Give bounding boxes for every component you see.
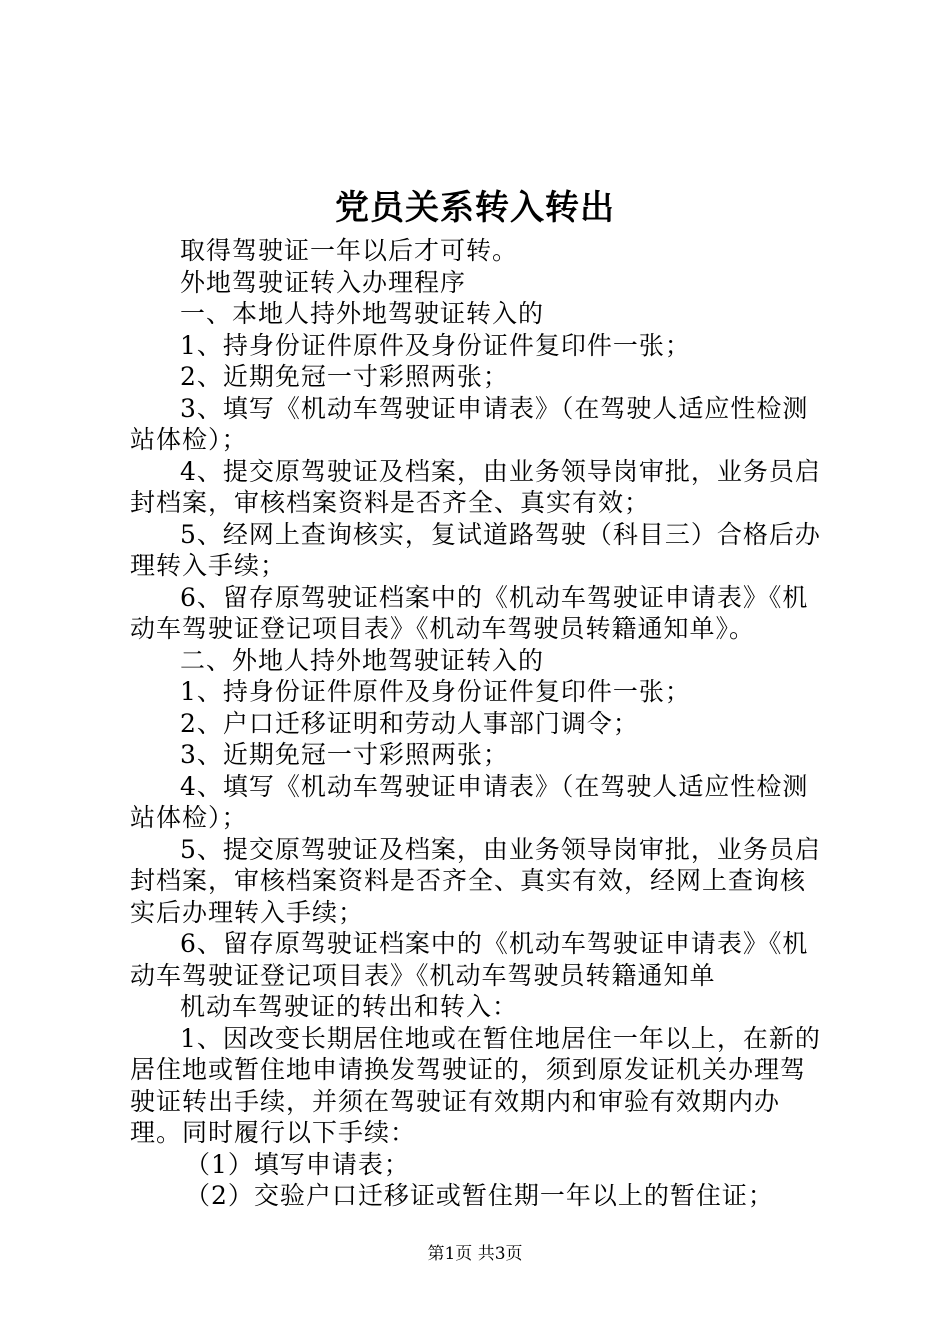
- list-item: 5、经网上查询核实，复试道路驾驶（科目三）合格后办理转入手续；: [130, 519, 821, 580]
- sub-list-item: （1）填写申请表；: [185, 1149, 410, 1179]
- list-item: 5、提交原驾驶证及档案，由业务领导岗审批，业务员启封档案，审核档案资料是否齐全、真实有效，经网上查询核实后办理转入手续；: [130, 834, 821, 927]
- paragraph: 外地驾驶证转入办理程序: [180, 267, 467, 297]
- list-item: 2、近期免冠一寸彩照两张；: [180, 362, 509, 391]
- page-footer: 第1页 共3页: [427, 1244, 523, 1264]
- list-item: 1、持身份证件原件及身份证件复印件一张；: [180, 677, 691, 706]
- list-item: 4、提交原驾驶证及档案，由业务领导岗审批，业务员启封档案，审核档案资料是否齐全、真实有效；: [130, 456, 821, 517]
- list-item: 1、因改变长期居住地或在暂住地居住一年以上，在新的居住地或暂住地申请换发驾驶证的，须到原发证机关办理驾驶证转出手续，并须在驾驶证有效期内和审验有效期内办理。同时履行以下手续：: [130, 1023, 821, 1147]
- list-item: 4、填写《机动车驾驶证申请表》（在驾驶人适应性检测站体检）；: [130, 771, 809, 832]
- list-item: 2、户口迁移证明和劳动人事部门调令；: [180, 708, 639, 738]
- section-heading: 机动车驾驶证的转出和转入：: [180, 992, 519, 1021]
- document-title: 党员关系转入转出: [335, 188, 615, 228]
- document-body: [130, 235, 830, 1212]
- list-item: 3、近期免冠一寸彩照两张；: [180, 740, 509, 769]
- paragraph: 取得驾驶证一年以后才可转。: [180, 236, 519, 265]
- sub-list-item: （2）交验户口迁移证或暂住期一年以上的暂住证；: [185, 1181, 774, 1210]
- list-item: 1、持身份证件原件及身份证件复印件一张；: [180, 330, 691, 360]
- list-item: 6、留存原驾驶证档案中的《机动车驾驶证申请表》《机动车驾驶证登记项目表》《机动车驾驶员转籍通知单》。: [130, 582, 809, 643]
- section-heading: 一、本地人持外地驾驶证转入的: [180, 299, 545, 328]
- list-item: 3、填写《机动车驾驶证申请表》（在驾驶人适应性检测站体检）；: [130, 393, 809, 454]
- list-item: 6、留存原驾驶证档案中的《机动车驾驶证申请表》《机动车驾驶证登记项目表》《机动车驾驶员转籍通知单: [130, 929, 809, 990]
- section-heading: 二、外地人持外地驾驶证转入的: [180, 645, 545, 675]
